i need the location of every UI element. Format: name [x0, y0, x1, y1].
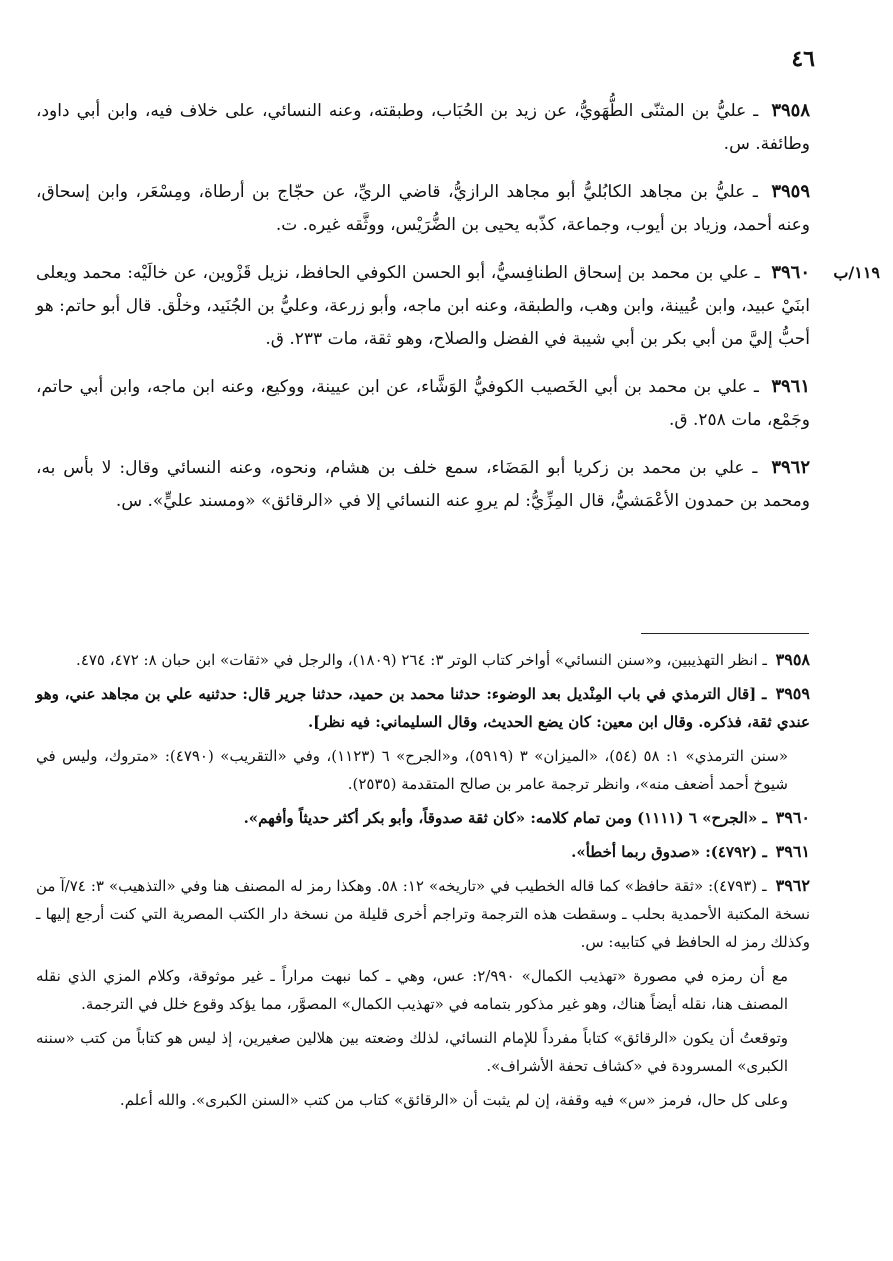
footnote-3961 [36, 838, 810, 866]
entry-text: ـ عليُّ بن المثنّى الطُّهَويُّ، عن زيد بن الحُبَاب، وطبقته، وعنه النسائي، على خلاف فيه، وابن أبي داود، وطائفة. س. [36, 101, 810, 154]
footnote-text: ـ [قال الترمذي في باب المِنْديل بعد الوضوء: حدثنا محمد بن حميد، حدثنا جرير قال: حدثنيه علي بن مجاهد عني، وهو عندي ثقة، فذكره. وقال ابن معين: كان يضع الحديث، وقال السليماني: فيه نظر]. [36, 685, 810, 731]
entry-number: ٣٩٥٨ [771, 100, 811, 121]
entry-text: ـ عليُّ بن مجاهد الكابُليُّ أبو مجاهد الرازيُّ، قاضي الريِّ، عن حجّاج بن أرطاة، ومِسْعَر، وابن إسحاق، وعنه أحمد، وزياد بن أيوب، وجماعة، كذّبه يحيى بن الضُّرَيْس، ووثَّقه غيره. ت. [36, 182, 810, 235]
footnote-text: ـ (٤٧٩٢): «صدوق ربما أخطأ». [571, 843, 767, 861]
entry-number: ٣٩٥٩ [771, 181, 811, 202]
footnote-3962-paragraph: وتوقعتُ أن يكون «الرقائق» كتاباً مفرداً للإمام النسائي، لذلك وضعته بين هلالين صغيرين، إذ ليس هو كتاباً من كتب «سننه الكبرى» المسرودة في «كشاف تحفة الأشراف». [36, 1029, 788, 1075]
entry-text: ـ علي بن محمد بن إسحاق الطنافِسيُّ، أبو الحسن الكوفي الحافظ، نزيل قَزْوين، عن خالَيْه: محمد ويعلى ابنَيْ عبيد، وابن عُيينة، وابن وهب، والطبقة، وعنه ابن ماجه، وأبو زرعة، وعليُّ بن الجُنَيد، وخلْق. قال أبو حاتم: هو أحبُّ إليَّ من أبي بكر بن أبي شيبة في الفضل والصلاح، وهو ثقة، مات ٢٣٣. ق. [36, 263, 810, 349]
footnote-3960 [36, 804, 810, 832]
footnote-number: ٣٩٦٢ [775, 876, 810, 895]
footnote-number: ٣٩٥٩ [775, 684, 810, 703]
footnote-divider [641, 633, 809, 634]
footnote-3962-paragraph: وعلى كل حال، فرمز «س» فيه وقفة، إن لم يثبت أن «الرقائق» كتاب من كتب «السنن الكبرى». والله أعلم. [119, 1091, 788, 1109]
entry-text: ـ علي بن محمد بن زكريا أبو المَضَاء، سمع خلف بن هشام، ونحوه، وعنه النسائي وقال: لا بأس به، ومحمد بن حمدون الأعْمَشيُّ، قال المِزِّيُّ: لم يروِ عنه النسائي إلا في «الرقائق» «ومسند عليٍّ». س. [36, 458, 810, 511]
footnote-text: ـ «الجرح» ٦ (١١١١) ومن تمام كلامه: «كان ثقة صدوقاً، وأبو بكر أكثر حديثاً وأفهم». [243, 809, 767, 827]
entry-3962 [36, 451, 810, 518]
page-number: ٤٦ [791, 46, 815, 72]
footnote-text: ـ (٤٧٩٣): «ثقة حافظ» كما قاله الخطيب في «تاريخه» ١٢: ٥٨. وهكذا رمز له المصنف هنا وفي «التذهيب» ٣: ٧٤/آ من نسخة المكتبة الأحمدية بحلب ـ وسقطت هذه الترجمة وتراجم أخرى قليلة من نسخة دار الكتب المصرية التي كنت أرجع إليها ـ وكذلك رمز له الحافظ في كتابيه: س. [36, 877, 810, 951]
entry-3960 [36, 256, 880, 356]
footnote-3959 [36, 680, 810, 736]
entry-3958 [36, 94, 810, 161]
entry-number: ٣٩٦١ [771, 376, 810, 397]
footnote-3962 [36, 872, 810, 956]
footnotes [36, 646, 810, 1120]
footnote-number: ٣٩٦٠ [775, 808, 810, 827]
footnote-3962-paragraph: مع أن رمزه في مصورة «تهذيب الكمال» ٢/٩٩٠: عس، وهي ـ كما نبهت مراراً ـ غير موثوقة، وكلام المزي الذي نقله المصنف هنا، نقله أيضاً هناك، وهو غير مذكور بتمامه في «تهذيب الكمال» المصوَّر، مما يؤكد وقوع خلل في الترجمة. [36, 967, 788, 1013]
manuscript-folio-note: ١١٩/ب [833, 263, 880, 282]
footnote-number: ٣٩٦١ [775, 842, 810, 861]
main-entries [36, 94, 880, 532]
footnote-3958 [36, 646, 810, 674]
entry-3961 [36, 370, 810, 437]
footnote-3959-references: «سنن الترمذي» ١: ٥٨ (٥٤)، «الميزان» ٣ (٥٩١٩)، و«الجرح» ٦ (١١٢٣)، وفي «التقريب» (٤٧٩٠): «متروك، وليس في شيوخ أحمد أضعف منه»، وانظر ترجمة عامر بن صالح المتقدمة (٢٥٣٥). [36, 747, 789, 793]
entry-number: ٣٩٦٢ [771, 457, 810, 478]
entry-text: ـ علي بن محمد بن أبي الخَصيب الكوفيُّ الوَشَّاء، عن ابن عيينة، ووكيع، وعنه ابن ماجه، وابن أبي حاتم، وجَمْع، مات ٢٥٨. ق. [36, 377, 810, 430]
entry-number: ٣٩٦٠ [771, 262, 810, 283]
footnote-number: ٣٩٥٨ [775, 650, 810, 669]
footnote-text: ـ انظر التهذيبين، و«سنن النسائي» أواخر كتاب الوتر ٣: ٢٦٤ (١٨٠٩)، والرجل في «ثقات» ابن حبان ٨: ٤٧٢، ٤٧٥. [76, 651, 767, 669]
entry-3959 [36, 175, 810, 242]
